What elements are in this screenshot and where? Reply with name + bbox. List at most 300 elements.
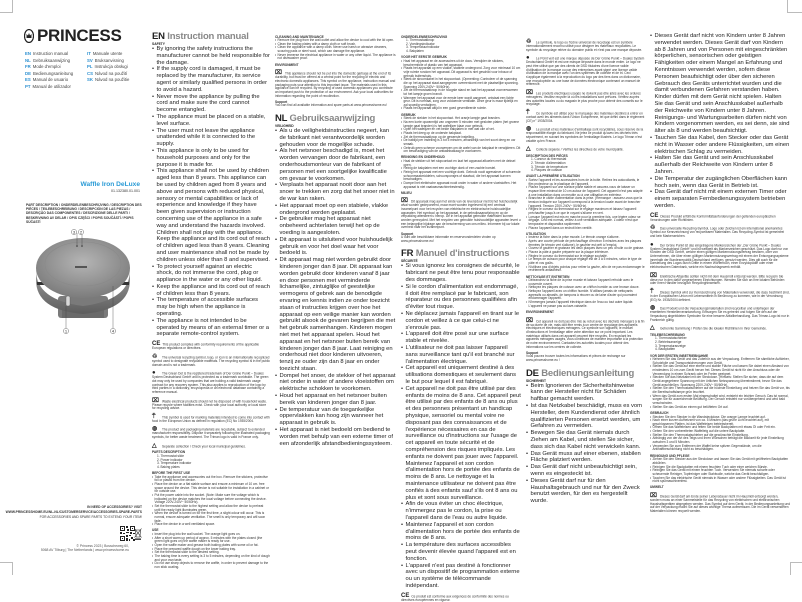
bullet-item: • Als u de veiligheidsinstructies negeert, kan de fabrikant niet verantwoordelijk worden gehouden voor de mogelijke schade.: [275, 128, 396, 148]
separate-collection-icon: △: [650, 325, 655, 332]
bullet-item: • Wenn das Gerät zum ersten Mal eingeschaltet wird, entsteht ein leichter Geruch. Das ist normal, sorgen Sie für ausreichende Belüftung. Der Geruch entsteht nur vorübergehend und wird bald verschwinden.: [650, 395, 790, 406]
fr-ce-text: Ce produit est conforme aux exigences de conformité des normes ou directives européennes en vigueur.: [401, 594, 509, 602]
recycling-symbol-icon: ♲: [526, 39, 532, 45]
part-item: 1. Curseur du thermostat: [531, 157, 567, 162]
bullet-item: • Dompel het elektrische apparaat nooit onder in water of andere vloeistoffen. Het apparaat is niet vaatwasmachinebestendig.: [401, 182, 521, 189]
bullet-item: • Never move the appliance by pulling the cord and make sure the cord cannot become entangled.: [152, 94, 270, 114]
language-item-en: [25, 51, 87, 56]
crop-mark-top-right: [787, 0, 802, 13]
symbol-note: [650, 325, 790, 331]
nl-heading: [275, 113, 396, 124]
bullet-item: • Stellen Sie den Thermostatschieber auf die gewünschte Einstellung.: [650, 434, 790, 438]
symbol-note: [650, 305, 790, 322]
symbol-note: [526, 55, 645, 87]
symbol-note: [152, 354, 270, 367]
bullet-item: • N'immergez jamais l'appareil électrique dans de l'eau ou tout autre liquide. L'appareil ne passe pas au lave-vaisselle.: [526, 301, 645, 308]
triman-icon: ◍: [526, 126, 532, 133]
bullet-item: • Öffnen Sie das Waffeleisen und fetten Sie beide Backplatten mit etwas Öl oder Fett ein.: [650, 426, 790, 430]
bullet-item: • If the supply cord is damaged, it must be replaced by the manufacturer, its service agent or similarly qualified persons in order to avoid a hazard.: [152, 66, 270, 93]
bullet-item: • Le temps de cuisson pour chaque réglage est de 3 à 5 minutes, selon le type de pâte et vos goûts.: [526, 258, 645, 265]
language-label: Manual de usuario: [32, 77, 69, 82]
crop-mark-bottom-right: [790, 562, 802, 575]
en-section: [152, 31, 270, 570]
section-heading: SICHERHEIT: [526, 378, 546, 383]
nl-small-print: [401, 36, 521, 244]
section-heading: SÉCURITÉ: [401, 259, 418, 264]
bullet-item: • Ne déplacez jamais l'appareil en tirant sur le cordon et veillez à ce que celui-ci ne s'enroule pas.: [401, 311, 521, 331]
bullet-item: • Tauchen Sie das Kabel, den Stecker oder das Gerät nicht in Wasser oder andere Flüssigkeiten, um einen elektrischen Schlag zu vermeiden.: [650, 135, 790, 155]
fr-small-print: [526, 39, 645, 363]
language-label: Mode d'emploi: [32, 64, 61, 69]
bullet-item: • By ignoring the safety instructions the manufacturer cannot be held responsible for the damage.: [152, 46, 270, 66]
bullet-item: • L'appareil doit être posé sur une surface stable et nivelée.: [401, 331, 521, 345]
part-item: 4. Plaques de cuisson: [531, 168, 563, 173]
language-item-fr: [25, 64, 87, 69]
language-label: Bruksanvisning: [94, 57, 124, 63]
bullet-item: • Cet appareil est uniquement destiné à des utilisations domestiques et seulement dans le but pour lequel il est fabriqué.: [401, 365, 521, 385]
bullet-item: • After a short warm up period of approx. 5 minutes with the plates closed (the green light goes on) the waffle maker is ready for use.: [152, 537, 270, 544]
bullet-item: • Branchez le câble d'alimentation dans la prise. (Remarque : assurez-vous que la tension indiquée sur l'appareil correspond à la tension locale avant de brancher l'appareil. Tension 220V-240V~ 50/60Hz).: [526, 197, 645, 208]
en-lang-code: EN: [152, 31, 165, 42]
bullet-item: • Zet de thermostaatknop op de gewenste instelling.: [401, 136, 521, 140]
symbol-note-text: Separate collection / Check your local municipal guidelines.: [162, 444, 246, 449]
language-label: Gebruiksaanwijzing: [32, 57, 70, 63]
language-code: ES: [25, 77, 31, 82]
bullet-item: • The user must not leave the appliance unattended while it is connected to the supply.: [152, 128, 270, 148]
paragraph: Vous pouvez trouver toutes les informations et pièces de rechange sur www.princesshome.eu !: [526, 354, 626, 362]
bullet-item: • Steek de stekker in het stopcontact. Het oranje lampje gaat branden.: [401, 117, 521, 121]
part-description-heading: PART DESCRIPTION / ONDERDELENBESCHRIJVING / DESCRIPTION DES PIÈCES / TEILEBESCHREIBUNG / DESCRIPCIÓN DE LAS PIEZAS / DESCRIÇÃO DAS COMPONENTES / DESCRIZIONE DELLE PARTI / BESKRIVNING AV DELAR / OPIS CZĘŚCI / POPIS SOUČÁSTÍ / POPIS SÚČASTÍ: [26, 203, 142, 224]
en-heading: [152, 31, 270, 42]
section-heading: VOR DER ERSTEN INBETRIEBNAHME: [650, 353, 709, 358]
weee-bin-icon: [134, 528, 142, 540]
separate-collection-icon: △: [526, 146, 531, 153]
bullet-item: • Ist das Netzkabel beschädigt, muss es vom Hersteller, dem Kundendienst oder ähnlich qualifizierten Personen ersetzt werden, um Gefahren zu vermeiden.: [526, 403, 645, 430]
paragraph: You can find all available information and spare parts at www.princesshome.eu!: [275, 103, 387, 108]
language-code: FR: [25, 64, 31, 69]
de-lang-code: DE: [526, 367, 539, 379]
callout-3: [71, 229, 76, 234]
section-heading: AVANT LA PREMIÈRE UTILISATION: [526, 174, 580, 179]
section-heading: CLEANING AND MAINTENANCE: [275, 34, 324, 39]
fr-safety: [401, 259, 521, 589]
symbol-note: [650, 273, 790, 286]
bullet-item: • Steek de stroomkabel in het stopcontact. (Opmerking: Controleer of de spanning die op het apparaat staat aangegeven overeenkomt met de plaatselijke spanning. Spanning 220V-240V~ 50/60Hz).: [401, 78, 521, 89]
language-item-it: [87, 51, 147, 56]
part-item: 3. Temperaturanzeige: [655, 343, 686, 348]
language-label: Návod na použitie: [94, 77, 130, 82]
bullet-item: • Placez l'appareil sur une surface plane stable et assurez-vous de laisser un espace libre minimal de 10 cm autour de l'appareil. Cet appareil n'est pas adapté à une installation dans un meuble ou à une utilisation en extérieur.: [526, 186, 645, 197]
section-heading: VOOR HET EERSTE GEBRUIK: [401, 55, 447, 60]
section-heading: PARTS DESCRIPTION: [152, 450, 186, 455]
fr-lang-code: FR: [401, 248, 414, 260]
section-heading: BEFORE THE FIRST USE: [152, 471, 191, 476]
separate-collection-icon: △: [152, 442, 157, 449]
de-small-print: [650, 213, 790, 514]
part-item: 3. Temperature indicator: [157, 461, 192, 466]
bullet-item: • Place the device on a flat stable surface and ensure a minimum of 10 cm. free space around the device. This device is not suitable for installation in a cabinet or for outside use.: [152, 483, 270, 494]
food-contact-icon: ⍑: [650, 288, 654, 295]
callout-1: [63, 328, 68, 333]
symbol-note: [275, 70, 396, 98]
symbol-note-text: Waste electrical products should not be disposed of with household waste. Please recycle where facilities exist. Check with your local authority or local store for recycling advice.: [152, 398, 267, 411]
bullet-item: • Nach einer kurzen Aufheizzeit von ca. 5 Minuten (das grüne Licht leuchtet auf), mit geschlossenen Platten, ist das Waffeleisen betriebsbereit.: [650, 419, 790, 426]
de-title: Bedienungsanleitung: [541, 367, 635, 379]
bullet-item: • Als het netsnoer beschadigd is, moet het worden vervangen door de fabrikant, een onderhoudsmonteur van de fabrikant of personen met een soortgelijke kwalificatie om gevaar te voorkomen.: [275, 148, 396, 182]
weee-bin-icon: ⌧: [152, 397, 159, 404]
bullet-item: • Die Temperatur der zugänglichen Oberflächen kann hoch sein, wenn das Gerät in Betrieb ist.: [650, 176, 790, 190]
triman-icon: ◍: [152, 426, 158, 433]
de-safety-part-1: [526, 379, 645, 505]
bullet-item: • Après une courte période de préchauffage d'environ 5 minutes avec les plaques fermées (le témoin vert s'allume), le gaufrier est prêt à l'emploi.: [526, 240, 645, 247]
section-heading: TEILEBESCHREIBUNG: [650, 332, 685, 337]
symbol-note-text: The universal recycling symbol, logo, or icon is an internationally recognized symbol used to designate recyclable materials. The recycling symbol is in the public domain and is not a trademark.: [152, 355, 270, 367]
ce-mark-icon: CE: [401, 592, 410, 599]
bullet-item: • This appliance is only to be used for household purposes and only for the purpose it is made for.: [152, 148, 270, 168]
en-title: Instruction manual: [167, 31, 249, 42]
bullet-item: • De baktijd per instelling is 3 tot 5 minuten, afhankelijk van het soort deeg en uw smaak.: [401, 139, 521, 146]
bullet-item: • Keep the appliance and its cord out of reach of children less than 8 years.: [152, 284, 270, 298]
symbol-note-text: Dieses Gerät darf am Ende seiner Lebensdauer nicht im Hausmüll entsorgt werden, sondern muss an einer Sammelstelle für das Recycling von elektrischen und elektronischen Haushaltsgeräten abgegeben werden. Das Symbol auf dem Gerät, in der Bedienungsanleitung und auf der Verpackung macht Sie auf dieses wichtige Thema aufmerksam. Die im Gerät verwendeten Materialien können recycelt werden.: [650, 494, 790, 513]
language-label: Manuale utente: [92, 51, 123, 56]
language-item-pt: [25, 84, 87, 89]
bullet-item: • The appliance is not intended to be operated by means of an external timer or a separate remote-control system.: [152, 318, 270, 338]
language-code: SV: [87, 57, 93, 63]
bullet-item: • Never immerse the electrical appliance in water or any other liquid. The appliance is not dishwasher proof.: [275, 54, 396, 61]
symbol-note: [526, 318, 645, 350]
weee-bin-icon: ⌧: [650, 272, 657, 279]
bullet-item: • Set the thermostat slide to the highest setting and allow the device to preheat until the ready light illuminates green.: [152, 505, 270, 512]
recycling-symbol-icon: ♲: [650, 225, 656, 232]
bullet-item: • Do not use sharp objects to remove the waffle, in order to prevent damage to the non stick coating.: [152, 562, 270, 569]
symbol-note-text: This appliance should not be put into the domestic garbage at the end of its durability, but must be offered at a central point for the recycling of electric and electronic domestic appliances. This symbol on the appliance, instruction manual and packaging puts your attention to this important issue. The materials used in this appliance can be recycled. By recycling of used domestic appliances you contribute an important push to the protection of our environment. Ask your local authorities for information regarding the point of recollection.: [275, 71, 396, 98]
symbol-note-text: Les produits électriques usagés ne doivent pas être jetés avec les ordures ménagères. Veuillez recycler là où les installations sont prévues. Vérifiez auprès des autorités locales ou du magasin le plus proche pour obtenir des conseils sur le recyclage.: [526, 91, 643, 107]
symbol-note: [152, 370, 270, 394]
language-list: [25, 51, 147, 89]
bullet-item: • Haal het apparaat en de accessoires uit de doos. Verwijder de stickers, beschermfolie of plastic van het apparaat.: [401, 60, 521, 67]
symbol-note-text: Elektrische Altgeräte sollten nicht mit dem Hausmüll entsorgt werden. Bitte recyceln Sie diese nur in den dafür vorgesehenen Einrichtungen. Wenden Sie sich an Ihre lokalen Behörden oder Ihren Händler bezüglich Recyclinghinweisen.: [650, 273, 785, 286]
section-heading: Support: [275, 99, 288, 104]
green-dot-icon: ●: [152, 370, 156, 377]
princess-logo: [24, 26, 122, 46]
column-4: [401, 33, 521, 602]
symbol-note: [401, 198, 521, 230]
bullet-item: • Plaats het apparaat op een vlakke, stabiele ondergrond. Zorg voor minimaal 10 cm vrije ruimte rondom het apparaat. Dit apparaat is niet geschikt voor inbouw of gebruik buitenshuis.: [401, 67, 521, 78]
language-label: Manual de utilizador: [32, 83, 71, 89]
part-item: 1. Thermostat slide: [157, 453, 185, 458]
language-code: SK: [87, 77, 93, 82]
crop-mark-bottom-left: [0, 562, 13, 575]
language-label: Instruction manual: [32, 51, 69, 56]
callout-4: [110, 328, 115, 333]
symbol-note: [650, 289, 790, 302]
bullet-item: • Na een korte opwarmtijd van ongeveer 5 minuten met gesloten platen (het groene lampje gaat branden) is het wafelijzer klaar voor gebruik.: [401, 121, 521, 128]
bullet-item: • Reinig het apparaat met een vochtige doek. Gebruik nooit agressieve of schurende schoonmaakmiddelen, schuursponsjes of staalwol, die het apparaat kunnen beschadigen.: [401, 171, 521, 182]
copyright-line-2: 5068 AV Tilburg | The Netherlands | www.princesshome.eu: [40, 548, 129, 552]
bullet-item: • Ouvrez le gaufrier et graissez les deux plaques avec un peu d'huile ou de graisse.: [526, 247, 645, 251]
section-heading: UTILISATION: [526, 231, 546, 236]
bullet-item: • Lorsque l'appareil est mis en marche pour la première fois, une légère odeur se dégage. Ceci est normal, veillez à une ventilation adéquate. L'odeur n'est que temporaire et disparaîtra rapidement.: [526, 216, 645, 227]
green-dot-icon: ●: [650, 241, 654, 248]
bullet-item: • Cet appareil ne doit pas être utilisé par des enfants de moins de 8 ans. Cet appareil peut être utilisé par des enfants de 8 ans ou plus et des personnes présentant un handicap physique, sensoriel ou mental voire ne disposant pas des connaissances et de l'expérience nécessaires en cas de surveillance ou d'instructions sur l'usage de cet appareil en toute sécurité et de compréhension des risques impliqués. Les enfants ne doivent pas jouer avec l'appareil. Maintenez l'appareil et son cordon d'alimentation hors de portée des enfants de moins de 8 ans. Le nettoyage et la maintenance utilisateur ne doivent pas être confiés à des enfants sauf s'ils ont 8 ans ou plus et sont sous surveillance.: [401, 386, 521, 502]
language-item-sv: [87, 58, 147, 63]
crop-mark-top-left-2: [6, 6, 13, 13]
symbol-note: [526, 90, 645, 107]
bullet-item: • Clean the appliance with a damp cloth. Never use harsh or abrasive cleaners, scouring pads or steel wool, which can damage the appliance.: [275, 46, 396, 53]
language-code: EN: [25, 51, 31, 56]
part-item: 2. Témoin d'alimentation: [531, 160, 566, 165]
bullet-item: • De gebruiker mag het apparaat niet onbeheerd achterlaten terwijl het op de voeding is aangesloten.: [275, 216, 396, 236]
bullet-item: • Set the thermostat slide to the desired setting.: [152, 551, 270, 555]
symbol-note: [526, 126, 645, 143]
bullet-item: • Das Gerät darf nicht mit einem externen Timer oder einem separaten Fernbedienungssystem betrieben werden.: [650, 189, 790, 209]
part-item: 4. Backplatten: [655, 347, 676, 352]
symbol-note-text: Cet appareil ne doit pas être mis au rebut avec les déchets ménagers à la fin de sa durée de vie, mais doit être remis à un centre de recyclage des appareils électriques et électroniques ménagers. Ce symbole sur l'appareil, le manuel d'instructions et l'emballage attire votre attention sur ce point important. Les matériaux utilisés dans cet appareil peuvent être recyclés. En recyclant les appareils ménagers usagés, vous contribuez de manière importante à la protection de notre environnement. Contactez les autorités locales pour obtenir des informations sur les centres de collecte.: [526, 318, 645, 349]
symbol-note: [152, 443, 270, 449]
bullet-item: • Sortez l'appareil et les accessoires hors de la boîte. Retirez les autocollants, le film protecteur ou le plastique de l'appareil.: [526, 179, 645, 186]
symbol-note: [650, 493, 790, 514]
recycling-symbol-icon: ♲: [152, 353, 158, 360]
fr-heading: [401, 248, 521, 259]
accessories-footer: [6, 505, 142, 519]
bullet-item: • The baking time is every setting is 3 to 5 minutes, depending on the kind of dough and your own taste.: [152, 555, 270, 562]
weee-bin-icon: ⌧: [526, 89, 533, 96]
bullet-item: • Réglez le curseur du thermostat sur le réglage souhaité.: [526, 255, 645, 259]
bullet-item: • Débranchez la fiche de la prise murale et laissez l'appareil refroidir avec le couvercle ouvert.: [526, 279, 645, 286]
product-code: 01.132380.01.001: [111, 189, 140, 193]
symbol-note: [152, 341, 270, 351]
bullet-item: • Dit apparaat mag niet worden gebruikt door kinderen jonger dan 8 jaar. Dit apparaat kan worden gebruikt door kinderen vanaf 8 jaar en door personen met verminderde lichamelijke, zintuiglijke of geestelijke vermogens of gebrek aan de benodigde ervaring en kennis indien ze onder toezicht staan of instructies krijgen over hoe het apparaat op een veilige manier kan worden gebruikt alsook de gevaren begrijpen die met het gebruik samenhangen. Kinderen mogen niet met het apparaat spelen. Houd het apparaat en het netsnoer buiten bereik van kinderen jonger dan 8 jaar. Laat reiniging en onderhoud niet door kinderen uitvoeren, tenzij ze ouder zijn dan 8 jaar en onder toezicht staan.: [275, 257, 396, 373]
bullet-item: • Zet de thermostaatknop in de hoogste stand en laat het apparaat voorverwarmen tot het lampje groen brandt.: [401, 89, 521, 96]
bullet-item: • Place the device in a well ventilated space.: [152, 523, 270, 527]
qr-code-icon: [120, 526, 135, 541]
language-label: Instrukcja obsługi: [94, 64, 128, 69]
crown-icon: [24, 29, 34, 43]
nl-title: Gebruiksaanwijzing: [289, 113, 376, 124]
bullet-item: • Stellen Sie das Gerät auf eine ebene und stabile Fläche und lassen Sie dabei einen Abstand von mindestens 10 cm zum Gerät herum frei. Dieses Gerät ist nicht für den Anschluss oder die Verwendung in einem Schrank oder im Freien geeignet.: [650, 365, 790, 376]
weee-bin-icon: ⌧: [650, 492, 657, 499]
language-item-cs: [87, 71, 147, 76]
part-item: 1. Thermostaatknop: [406, 38, 435, 43]
bullet-item: • Gebruik geen scherpe voorwerpen om de wafel van de bakplaat te verwijderen. Dit om beschadiging van de antiaanbaklaag te voorkomen.: [401, 147, 521, 154]
bullet-item: • This appliance shall not be used by children aged less than 8 years. This appliance can be used by children aged from 8 years and above and persons with reduced physical, sensory or mental capabilities or lack of experience and knowledge if they have been given supervision or instruction concerning use of the appliance in a safe way and understand the hazards involved. Children shall not play with the appliance. Keep the appliance and its cord out of reach of children aged less than 8 years. Cleaning and user maintenance shall not be made by children unless older than 8 and supervised.: [152, 168, 270, 263]
bullet-item: • Open het wafelijzer en vet beide bakplaten in met wat olie of vet.: [401, 128, 521, 132]
symbol-note-text: Der Grüne Punkt ist das eingetragene Markenzeichen der „Der Grüne Punkt – Duales System Deutschland GmbH“ und ist weltweit als Markenzeichen geschützt. Das Logo darf nur von Kunden der DSD GmbH, welche einen gültigen Markennutzungsvertrag besitzen, oder von Unternehmen, die über einen gültigen Markennutzungsvertrag mit einem der Entsorgungssysteme innerhalb der Bundesrepublik Deutschland verfügen, genutzt werden. Dies gilt auch für die Darstellung des Logos durch Dritte in einem Wörterbuch, einer Enzyklopädie oder einer elektronischen Datenbank, welche ein Nachschlagewerk enthält.: [650, 243, 789, 269]
column-6: [650, 33, 790, 514]
language-code: PL: [87, 64, 93, 69]
symbol-note-text: Le Point vert est une marque déposée de Der Grüne Punkt – Duales System Deutschland GmbH et est une marque déposée dans le monde entier. Le logo ne peut être utilisé que par des clients de DSD titulaires d'une licence valide d'utilisation de la marque ou par des entreprises ayant signé une licence valide d'utilisation de la marque avec l'un des systèmes de collecte et de tri. Ceci s'applique également à la reproduction du logo par des tiers dans un dictionnaire, une encyclopédie ou une base de données électronique contenant un manuel de référence.: [526, 56, 645, 87]
accessories-url[interactable]: WWW.PRINCESSHOME.EU/NL-NL/CUSTOMERSERVICE/ACCESSORIES-SPARE-PARTS: [5, 509, 142, 514]
bullet-item: • Stecken Sie das Netzkabel mit der Steckdose. (Hinweis: Stellen Sie sicher, dass die auf dem Gerät angegebene Spannung mit der örtlichen Netzspannung übereinstimmt, bevor Sie das Gerät anschließen. Spannung 220V-240V~ 50/60Hz).: [650, 376, 790, 387]
part-item: 4. Bakplaten: [406, 49, 424, 54]
bullet-item: • Verwenden Sie zum Entfernen der Waffel keine spitzen Gegenstände, um die Antihaftbeschichtung nicht zu beschädigen.: [650, 445, 790, 452]
nl-safety: [275, 124, 396, 447]
fr-title: Manuel d'instructions: [415, 248, 510, 260]
language-item-nl: [25, 58, 87, 63]
symbol-note-text: Das universelle Recycling-Symbol, Logo oder Zeichen ist ein international anerkanntes Symbol zur Kennzeichnung von recycelbaren Materialien. Das Recycling-Symbol ist gemeinfrei und kein Markenzeichen.: [650, 226, 785, 239]
svg-text:1: 1: [65, 329, 67, 334]
section-heading: ENVIRONNEMENT: [526, 309, 554, 314]
symbol-note: [526, 146, 645, 152]
part-item: 2. Power indicator: [157, 457, 183, 462]
bullet-item: • Bewegen Sie das Gerät niemals durch Ziehen am Kabel, und stellen Sie sicher, dass sich das Kabel nicht verwickeln kann.: [526, 430, 645, 450]
bullet-item: • N'utilisez pas d'objets pointus pour retirer la gaufre, afin de ne pas endommager le revêtement antiadhésif.: [526, 266, 645, 273]
weee-bin-icon: ⌧: [401, 198, 408, 205]
bullet-item: • Reinigen Sie die Backplatten mit einem feuchten Tuch oder einer weichen Bürste.: [650, 466, 790, 470]
copyright-line-1: © Princess 2023 | Bosscheweg 60,: [76, 544, 129, 548]
symbol-note-text: Ce symbole est utilisé pour le marquage des matériaux destinés à entrer en contact avec les aliments dans l'Union Européenne, tel que défini dans le règlement (CE) n° 1935/2004.: [526, 111, 645, 123]
en-cleaning-print: [275, 36, 396, 109]
part-item: 1. Thermostatschieber: [655, 336, 687, 341]
language-item-sk: [87, 77, 147, 82]
bullet-item: • Beim Ignorieren der Sicherheitshinweise kann der Hersteller nicht für Schäden haftbar gemacht werden.: [526, 383, 645, 403]
bullet-item: • Place the prepared waffle dough on the lower baking tray.: [152, 548, 270, 552]
language-code: PT: [25, 83, 31, 89]
bullet-item: • Clean the baking plates with a damp cloth or soft brush.: [275, 43, 396, 47]
column-5: [526, 36, 645, 505]
language-item-pl: [87, 64, 147, 69]
symbol-note: [650, 225, 790, 238]
symbol-note: [650, 213, 790, 223]
symbol-note: [152, 414, 270, 424]
part-item: 3. Temperatuurindicator: [406, 45, 440, 50]
weee-bin-icon: ⌧: [275, 70, 282, 77]
column-3: [275, 33, 396, 447]
bullet-item: • Si vous ignorez les consignes de sécurité, le fabricant ne peut être tenu pour responsable des dommages.: [401, 263, 521, 283]
bullet-item: • L'appareil n'est pas destiné à fonctionner avec un dispositif de programmation externe ou un système de télécommande indépendant.: [401, 563, 521, 590]
bullet-item: • Het apparaat moet op een stabiele, vlakke ondergrond worden geplaatst.: [275, 203, 396, 217]
bullet-item: • The appliance must be placed on a stable, level surface.: [152, 114, 270, 128]
accessories-line-1: IN NEED OF ACCESSORIES? VISIT: [87, 505, 142, 509]
de-safety-part-2: [650, 33, 790, 210]
brand-name: PRINCESS: [37, 26, 122, 45]
callout-2: [78, 229, 83, 234]
product-name: Waffle Iron DeLuxe: [80, 181, 140, 188]
section-heading: ONDERDELENBESCHRIJVING: [401, 34, 448, 39]
bullet-item: • Remove the plug from the wall outlet and allow the device to cool with the lid open.: [275, 39, 396, 43]
bullet-item: • Open the waffle maker and grease both baking plates with some oil or fat.: [152, 544, 270, 548]
bullet-item: • De temperatuur van de toegankelijke oppervlakken kan hoog zijn wanneer het apparaat in gebruik is.: [275, 407, 396, 427]
symbol-note-text: This product complies with conformity requirements of the applicable European regulations or directives.: [152, 342, 260, 351]
bullet-item: • Reinig de bakplaten met een vochtige doek of een zachte borstel.: [401, 167, 521, 171]
bullet-item: • Ziehen Sie den Stecker aus der Steckdose und lassen Sie das Gerät mit geöffneten Backplatten abkühlen.: [650, 458, 790, 465]
bullet-item: • Placez l'appareil dans un endroit bien ventilé.: [526, 227, 645, 231]
symbol-note: [526, 39, 645, 52]
ce-mark-icon: CE: [650, 212, 659, 219]
section-heading: REINIGING EN ONDERHOUD: [401, 155, 445, 160]
symbol-note-text: Le symbole, le logo ou l'icône universel de recyclage est un symbole internationalement reconnu utilisé pour désigner les matériaux recyclables. Le symbole du recyclage relève du domaine public et n'est pas une marque déposée.: [526, 40, 643, 52]
ce-mark-icon: CE: [152, 341, 161, 348]
nl-lang-code: NL: [275, 113, 288, 124]
bullet-item: • Insérez la fiche dans la prise murale. Le témoin orange s'allume.: [526, 236, 645, 240]
bullet-item: • Verplaats het apparaat nooit door aan het snoer te trekken en zorg dat het snoer niet in de war kan raken.: [275, 182, 396, 202]
copyright: [41, 544, 129, 552]
section-heading: MILIEU: [401, 190, 412, 195]
bullet-item: • Tauchen Sie das elektrische Gerät niemals in Wasser oder andere Flüssigkeiten. Das Gerät ist nicht spülmaschinenfest.: [650, 477, 790, 484]
bullet-item: • Geben Sie den vorbereiteten Waffelteig auf die untere Backplatte.: [650, 430, 790, 434]
section-heading: SAFETY: [152, 42, 166, 46]
bullet-item: • Maintenez l'appareil et son cordon d'alimentation hors de portée des enfants de moins de 8 ans.: [401, 522, 521, 542]
svg-text:3: 3: [73, 230, 75, 235]
bullet-item: • Take the appliance and accessories out the box. Remove the stickers, protective foil or plastic from the device.: [152, 476, 270, 483]
en-safety: [152, 42, 270, 338]
bullet-item: • Stellen Sie den Thermostatschieber auf die höchste Einstellung und heizen Sie das Gerät vor, bis die Bereitschaftslampe grün leuchtet.: [650, 387, 790, 394]
symbol-note: [152, 426, 270, 439]
section-heading: VEILIGHEID: [275, 124, 294, 128]
bullet-item: • Réglez le curseur du thermostat sur le réglage maximum et laissez l'appareil préchauffer jusqu'à ce que le voyant s'allume en vert.: [526, 208, 645, 215]
symbol-note-text: Dieses Symbol wird zur Kennzeichnung von Materialien verwendet, die dazu bestimmt sind, in der Europäischen Union mit Lebensmitteln in Berührung zu kommen, wie in der Verordnung (EG) Nr. 1935/2004 definiert.: [650, 290, 790, 302]
section-heading: Support: [401, 231, 414, 236]
bullet-item: • Plaats het deeg op de onderste bakplaat.: [401, 132, 521, 136]
waffle-iron-image: [28, 228, 138, 340]
bullet-item: • L'utilisateur ne doit pas laisser l'appareil sans surveillance tant qu'il est branché sur l'alimentation électrique.: [401, 345, 521, 365]
language-code: NL: [25, 57, 31, 63]
bullet-item: • Stellen Sie das Gerät an einem gut belüfteten Ort auf.: [650, 406, 790, 410]
de-heading: [526, 368, 645, 379]
svg-text:4: 4: [112, 329, 114, 334]
symbol-note-text: Dieses Produkt erfüllt die Konformitätsanforderungen der geltenden europäischen Verordnungen oder Richtlinien.: [650, 214, 776, 222]
language-code: CS: [87, 70, 93, 76]
section-heading: UMWELT: [650, 485, 664, 490]
bullet-item: • Dieses Gerät darf nicht von Kindern unter 8 Jahren verwendet werden. Dieses Gerät darf von Kindern ab 8 Jahren und von Personen mit eingeschränkten körperlichen, sensorischen oder geistigen Fähigkeiten oder einem Mangel an Erfahrung und Kenntnissen verwendet werden, sofern diese Personen beaufsichtigt oder über den sicheren Gebrauch des Geräts unterrichtet wurden und die damit verbundenen Gefahren verstanden haben. Kinder dürfen mit dem Gerät nicht spielen. Halten Sie das Gerät und sein Anschlusskabel außerhalb der Reichweite von Kindern unter 8 Jahren. Reinigungs- und Wartungsarbeiten dürfen nicht von Kindern vorgenommen werden, es sei denn, sie sind älter als 8 und werden beaufsichtigt.: [650, 33, 790, 135]
symbol-note-text: The Green Dot is the registered trademark of Der Grüne Punkt – Duales System Deutschland GmbH and is protected as a trademark worldwide. The green dot may only be used by companies that are holding a valid trademark usage contract for any recovery system. This also applies to reproduction of the logo by third parties in a dictionary, encyclopedia or an electronic database containing a reference manual.: [152, 371, 269, 394]
bullet-item: • Dieses Gerät darf nur für den Haushaltsgebrauch und nur für den Zweck benutzt werden, für den es hergestellt wurde.: [526, 478, 645, 505]
bullet-item: • Placez la pâte à gaufre préparée sur la plaque inférieure.: [526, 251, 645, 255]
bullet-item: • Dompel het snoer, de stekker of het apparaat niet onder in water of andere vloeistoffen om elektrische schokken te voorkomen.: [275, 373, 396, 393]
bullet-item: • Reinigen Sie das Gerät mit einem feuchten Tuch. Verwenden Sie niemals scharfe oder scheuernde Reiniger, Topfreiniger oder Stahlwolle, welche das Gerät beschädigen.: [650, 469, 790, 476]
bullet-item: • The temperature of accessible surfaces may be high when the appliance is operating.: [152, 297, 270, 317]
bullet-item: • Halten Sie das Gerät und sein Anschlusskabel außerhalb der Reichweite von Kindern unter 8 Jahren.: [650, 155, 790, 175]
language-code: DE: [25, 70, 31, 76]
fr-ce-note: [401, 593, 521, 602]
bullet-item: • Het apparaat is niet bedoeld om bediend te worden met behulp van een externe timer of een afzonderlijk afstandbedieningssysteem.: [275, 427, 396, 447]
language-code: IT: [87, 51, 91, 56]
bullet-item: • Put the power cable into the socket. (Note: Make sure the voltage which is indicated on the device matches the local voltage before connecting the device. Voltage 220V-240V~ 50/60Hz).: [152, 494, 270, 505]
bullet-item: • Houd het apparaat en het netsnoer buiten bereik van kinderen jonger dan 8 jaar.: [275, 393, 396, 407]
green-dot-icon: ●: [526, 55, 530, 62]
bullet-item: • When the device is turned on for the first time, a slight odour will occur. This is normal, ensure adequate ventilation. The smell is only temporary and will soon fade.: [152, 512, 270, 523]
language-label: Návod na použití: [94, 70, 128, 76]
symbol-note-text: This symbol is used for marking materials intended to come into contact with food in the European Union as defined in regulation (EC) No 1935/2004.: [152, 415, 270, 423]
bullet-item: • Nettoyez les plaques de cuisson avec un chiffon humide ou une brosse douce.: [526, 286, 645, 290]
triman-icon: ◍: [650, 305, 656, 312]
bullet-item: • Das Gerät muss auf einer ebenen, stabilen Fläche platziert werden.: [526, 451, 645, 465]
symbol-note-text: Collecte séparée / Vérifiez les directives de votre municipalité.: [536, 147, 624, 152]
bullet-item: • Insert the plug into the wall socket. The orange light goes on.: [152, 533, 270, 537]
part-item: 3. Témoin de température: [531, 164, 568, 169]
section-heading: Support: [526, 350, 539, 355]
product-title-block: [81, 181, 140, 193]
bullet-item: • To protect yourself against an electric shock, do not immerse the cord, plug or appliance in the water or any other liquid.: [152, 264, 270, 284]
bullet-item: • Afin de vous éviter un choc électrique, n'immergez pas le cordon, la prise ou l'appareil dans de l'eau ou autre liquide.: [401, 501, 521, 521]
symbol-note-text: Das Produkt und die Verpackungsmaterialien sind recycelbar und unterliegen der erweiterten Herstellerverantwortung. Entsorgen Sie es getrennt und folgen Sie den auf der Verpackung abgebildeten Symbolen für eine bessere Abfallbehandlung. Das Triman-Logo ist nur in Frankreich gültig.: [650, 306, 790, 322]
bullet-item: • Stecken Sie den Stecker in die Wandsteckdose. Die orange Lampe leuchtet auf.: [650, 416, 790, 420]
section-heading: GEBRUIK: [401, 112, 416, 117]
bullet-item: • Abhängig von der Art des Teigs und Ihren Wünschen beträgt die Backzeit für jede Einstellung zwischen 3 und 5 Minuten.: [650, 437, 790, 444]
section-heading: DESCRIPTION DES PIÈCES: [526, 153, 568, 158]
bullet-item: • Nettoyez l'appareil avec un chiffon humide. N'utilisez jamais de nettoyants agressifs ou abrasifs, de tampons à récurer ou de laine d'acier qui pourraient endommager l'appareil.: [526, 290, 645, 301]
section-heading: USE: [152, 528, 159, 533]
part-item: 2. Voedingsindicator: [406, 41, 435, 46]
food-contact-icon: ⍑: [152, 413, 156, 420]
section-heading: REINIGUNG UND PFLEGE: [650, 453, 690, 458]
bullet-item: • Si le cordon d'alimentation est endommagé, il doit être remplacé par le fabricant, son réparateur ou des personnes qualifiées afin d'éviter tout risque.: [401, 284, 521, 311]
section-heading: ENVIRONMENT: [275, 62, 299, 67]
bullet-item: • Haal de stekker uit het stopcontact en laat het apparaat afkoelen met de deksel open.: [401, 160, 521, 167]
symbol-note-text: The product and packaging materials are recyclable, subject to extended manufacturer responsibility. Dispose it separately following the illustrated packaging symbols, for better waste treatment. The Triman logo is valid in France only.: [152, 427, 270, 440]
part-item: 4. Baking plates: [157, 464, 180, 469]
en-small-print: [152, 341, 270, 569]
